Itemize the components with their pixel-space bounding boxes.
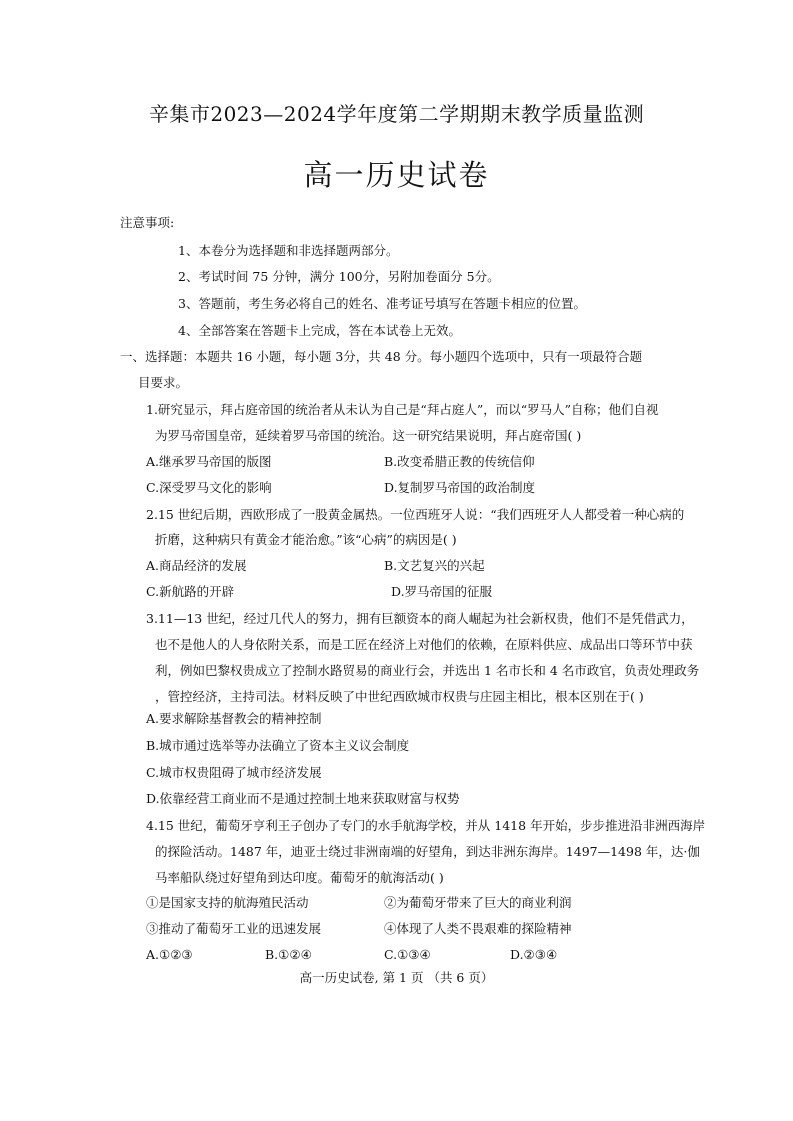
- section-heading: 一、选择题：本题共 16 小题，每小题 3分，共 48 分。每小题四个选项中，只有一项最符合题: [120, 349, 643, 364]
- question-stem: 也不是他人的人身依附关系，而是工匠在经济上对他们的依赖，在原料供应、成品出口等环节中获: [155, 637, 693, 652]
- exam-title: 辛集市2023—2024学年度第二学期期末教学质量监测: [148, 102, 645, 126]
- notice-item: 2、考试时间 75 分钟，满分 100分，另附加卷面分 5分。: [178, 269, 500, 284]
- question-stem: 3.11—13 世纪，经过几代人的努力，拥有巨额资本的商人崛起为社会新权贵，他们不是凭借武力，: [146, 611, 694, 626]
- notice-heading: 注意事项:: [120, 215, 175, 230]
- statement-1: ①是国家支持的航海殖民活动: [146, 895, 309, 910]
- question-stem: 的探险活动。1487 年，迪亚士绕过非洲南端的好望角，到达非洲东海岸。1497—1498 年，达·伽: [155, 844, 700, 859]
- option-d: D.复制罗马帝国的政治制度: [384, 480, 536, 495]
- option-b: B.城市通过选举等办法确立了资本主义议会制度: [146, 738, 410, 753]
- option-a: A.继承罗马帝国的版图: [146, 454, 272, 469]
- section-heading-cont: 目要求。: [138, 375, 189, 390]
- option-b: B.①②④: [265, 947, 312, 962]
- option-a: A.①②③: [146, 947, 193, 962]
- question-stem: 1.研究显示，拜占庭帝国的统治者从未认为自己是“拜占庭人”，而以“罗马人”自称；他们自视: [146, 402, 659, 417]
- page-footer: 高一历史试卷, 第 1 页 （共 6 页）: [299, 970, 494, 985]
- question-stem: ，管控经济，主持司法。材料反映了中世纪西欧城市权贵与庄园主相比，根本区别在于( ): [155, 689, 644, 704]
- option-b: B.改变希腊正教的传统信仰: [384, 454, 535, 469]
- notice-item: 3、答题前，考生务必将自己的姓名、准考证号填写在答题卡相应的位置。: [178, 296, 586, 311]
- option-b: B.文艺复兴的兴起: [384, 558, 485, 573]
- statement-3: ③推动了葡萄牙工业的迅速发展: [146, 921, 322, 936]
- question-stem: 2.15 世纪后期，西欧形成了一股黄金属热。一位西班牙人说：“我们西班牙人人都受着一种心病的: [146, 507, 685, 522]
- question-stem: 4.15 世纪，葡萄牙亨利王子创办了专门的水手航海学校，并从 1418 年开始，步步推进沿非洲西海岸: [146, 818, 706, 833]
- option-c: C.深受罗马文化的影响: [146, 480, 272, 495]
- question-stem: 马率船队绕过好望角到达印度。葡萄牙的航海活动( ): [155, 870, 444, 885]
- option-d: D.罗马帝国的征服: [391, 584, 493, 599]
- question-stem: 利，例如巴黎权贵成立了控制水路贸易的商业行会，并选出 1 名市长和 4 名市政官，负责处理政务: [155, 663, 700, 678]
- option-c: C.城市权贵阻碍了城市经济发展: [146, 765, 322, 780]
- option-d: D.依靠经营工商业而不是通过控制土地来获取财富与权势: [146, 791, 460, 806]
- option-c: C.①③④: [384, 947, 431, 962]
- question-stem: 折磨，这种病只有黄金才能治愈。”该“心病”的病因是( ): [155, 532, 457, 547]
- option-a: A.要求解除基督教会的精神控制: [146, 711, 322, 726]
- option-a: A.商品经济的发展: [146, 558, 247, 573]
- option-d: D.②③④: [510, 947, 558, 962]
- notice-item: 4、全部答案在答题卡上完成，答在本试卷上无效。: [178, 323, 461, 338]
- question-stem: 为罗马帝国皇帝，延续着罗马帝国的统治。这一研究结果说明，拜占庭帝国( ): [155, 428, 582, 443]
- statement-2: ②为葡萄牙带来了巨大的商业利润: [384, 895, 572, 910]
- option-c: C.新航路的开辟: [146, 584, 235, 599]
- statement-4: ④体现了人类不畏艰难的探险精神: [384, 921, 572, 936]
- notice-item: 1、本卷分为选择题和非选择题两部分。: [178, 243, 399, 258]
- subject-title: 高一历史试卷: [303, 158, 490, 192]
